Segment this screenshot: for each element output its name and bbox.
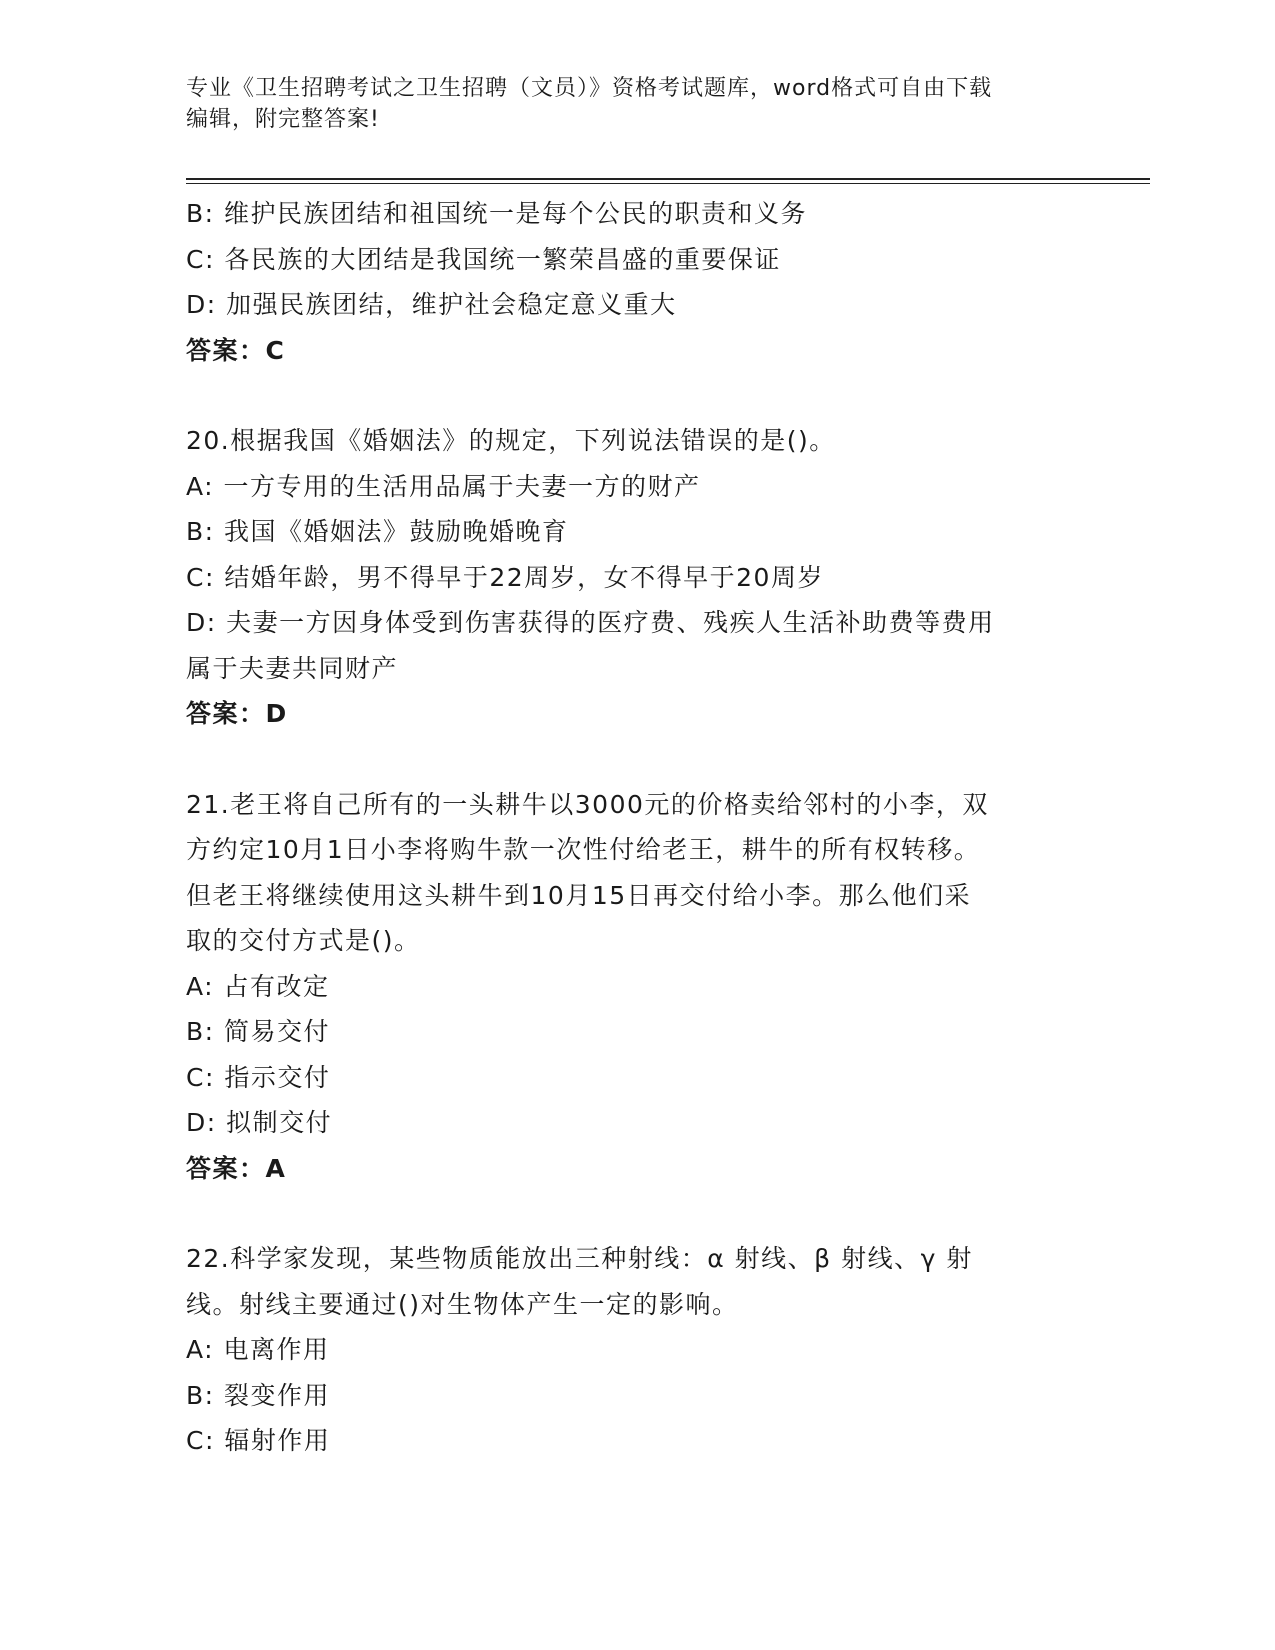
question-20 <box>186 418 1086 737</box>
question-stem-continued: 但老王将继续使用这头耕牛到10月15日再交付给小李。那么他们采 <box>186 880 972 910</box>
question-22 <box>186 1236 1086 1464</box>
header-divider-thick <box>186 178 1150 180</box>
option-b: B: 简易交付 <box>186 1017 331 1046</box>
question-list <box>186 191 1086 1464</box>
option-b: B: 裂变作用 <box>186 1380 331 1410</box>
answer-label: 答案：D <box>186 699 288 728</box>
option-d: D: 夫妻一方因身体受到伤害获得的医疗费、残疾人生活补助费等费用 <box>186 608 995 637</box>
spacer <box>186 1191 1086 1236</box>
spacer <box>186 373 1086 418</box>
question-stem: 20.根据我国《婚姻法》的规定，下列说法错误的是()。 <box>186 426 836 455</box>
header-divider-thin <box>186 183 1150 184</box>
option-d-continued: 属于夫妻共同财产 <box>186 653 399 683</box>
header-line-1: 专业《卫生招聘考试之卫生招聘（文员）》资格考试题库，word格式可自由下载 <box>186 76 993 101</box>
option-c: C: 结婚年龄，男不得早于22周岁，女不得早于20周岁 <box>186 562 824 592</box>
option-d: D: 拟制交付 <box>186 1108 333 1137</box>
question-stem: 22.科学家发现，某些物质能放出三种射线：α 射线、β 射线、γ 射 <box>186 1244 973 1273</box>
document-header <box>186 73 1066 135</box>
answer-label: 答案：C <box>186 335 286 365</box>
option-a: A: 电离作用 <box>186 1335 330 1364</box>
spacer <box>186 737 1086 782</box>
option-c: C: 辐射作用 <box>186 1426 331 1455</box>
question-stem-continued: 取的交付方式是()。 <box>186 926 421 955</box>
option-b: B: 维护民族团结和祖国统一是每个公民的职责和义务 <box>186 199 808 228</box>
option-c: C: 指示交付 <box>186 1062 331 1092</box>
option-d: D: 加强民族团结，维护社会稳定意义重大 <box>186 290 677 319</box>
question-stem-continued: 线。射线主要通过()对生物体产生一定的影响。 <box>186 1289 739 1319</box>
header-line-2: 编辑，附完整答案! <box>186 107 380 132</box>
answer-label: 答案：A <box>186 1153 287 1183</box>
question-19-tail <box>186 191 1086 373</box>
question-stem: 21.老王将自己所有的一头耕牛以3000元的价格卖给邻村的小李，双 <box>186 789 989 819</box>
option-a: A: 一方专用的生活用品属于夫妻一方的财产 <box>186 471 701 501</box>
question-stem-continued: 方约定10月1日小李将购牛款一次性付给老王，耕牛的所有权转移。 <box>186 835 981 864</box>
question-21 <box>186 782 1086 1192</box>
option-b: B: 我国《婚姻法》鼓励晚婚晚育 <box>186 517 569 546</box>
option-a: A: 占有改定 <box>186 971 330 1001</box>
option-c: C: 各民族的大团结是我国统一繁荣昌盛的重要保证 <box>186 244 781 274</box>
